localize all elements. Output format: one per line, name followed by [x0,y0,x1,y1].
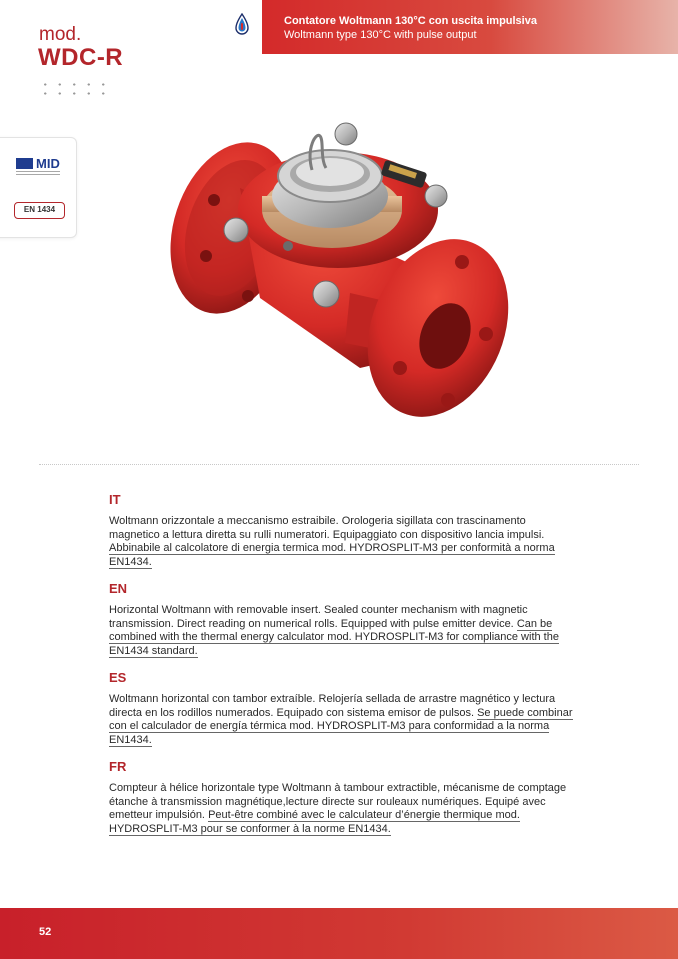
model-name: WDC-R [38,44,124,71]
section-text [109,693,579,747]
section-it [109,491,579,569]
section-es [109,669,579,747]
section-text [109,515,579,569]
en1434-badge: EN 1434 [14,202,65,219]
footer-bar [0,908,678,959]
certification-panel [0,137,77,238]
mid-logo [16,156,66,180]
section-text-underlined: Peut-être combiné avec le calculateur d’énergie thermique mod. HYDROSPLIT-M3 pour se conformer à la norme EN1434. [109,809,520,835]
section-en [109,580,579,658]
water-drop-icon [234,13,250,37]
section-heading: IT [109,492,121,507]
eu-flag-icon [16,158,33,169]
section-heading: ES [109,670,127,685]
section-heading: EN [109,581,128,596]
section-text-underlined: Can be combined with the thermal energy calculator mod. HYDROSPLIT-M3 for compliance with the EN1434 standard. [109,617,559,657]
model-prefix: mod. [39,24,82,45]
section-text-plain: Woltmann horizontal con tambor extraíble. Relojería sellada de arrastre magnético y lectura directa en los rodillos numerados. Equipado con sistema emisor de pulsos. [109,693,556,719]
decorative-dots [38,80,108,98]
section-fr [109,758,579,836]
header-title-it: Contatore Woltmann 130°C con uscita impulsiva [284,15,537,27]
header-title-en: Woltmann type 130°C with pulse output [284,29,477,41]
section-heading: FR [109,759,127,774]
section-text-plain: Horizontal Woltmann with removable insert. Sealed counter mechanism with magnetic transmission. Direct reading on numerical rolls. Equipped with pulse emitter device. [109,604,528,630]
section-text [109,782,579,836]
header-banner [262,0,678,54]
section-text-underlined: Abbinabile al calcolatore di energia termica mod. HYDROSPLIT-M3 per conformità a norma EN1434. [109,542,555,568]
section-text-plain: Compteur à hélice horizontale type Woltmann à tambour extractible, mécanisme de comptage étanche à transmission magnétique,lecture directe sur rouleaux numériques. Equipé avec emetteur impulsión. [109,782,567,821]
water-meter-illustration [170,118,510,430]
section-text-underlined: Se puede combinar con el calculador de energía térmica mod. HYDROSPLIT-M3 para conformidad a la norma EN1434. [109,706,573,746]
section-divider [39,464,639,465]
section-text [109,604,579,658]
mid-label: MID [36,156,60,171]
section-text-plain: Woltmann orizzontale a meccanismo estraibile. Orologeria sigillata con trascinamento magnetico a lettura diretta su rulli numeratori. Equipaggiato con dispositivo lancia impulsi. [109,515,545,541]
mid-fine-print [16,171,60,177]
page-number: 52 [39,926,52,938]
